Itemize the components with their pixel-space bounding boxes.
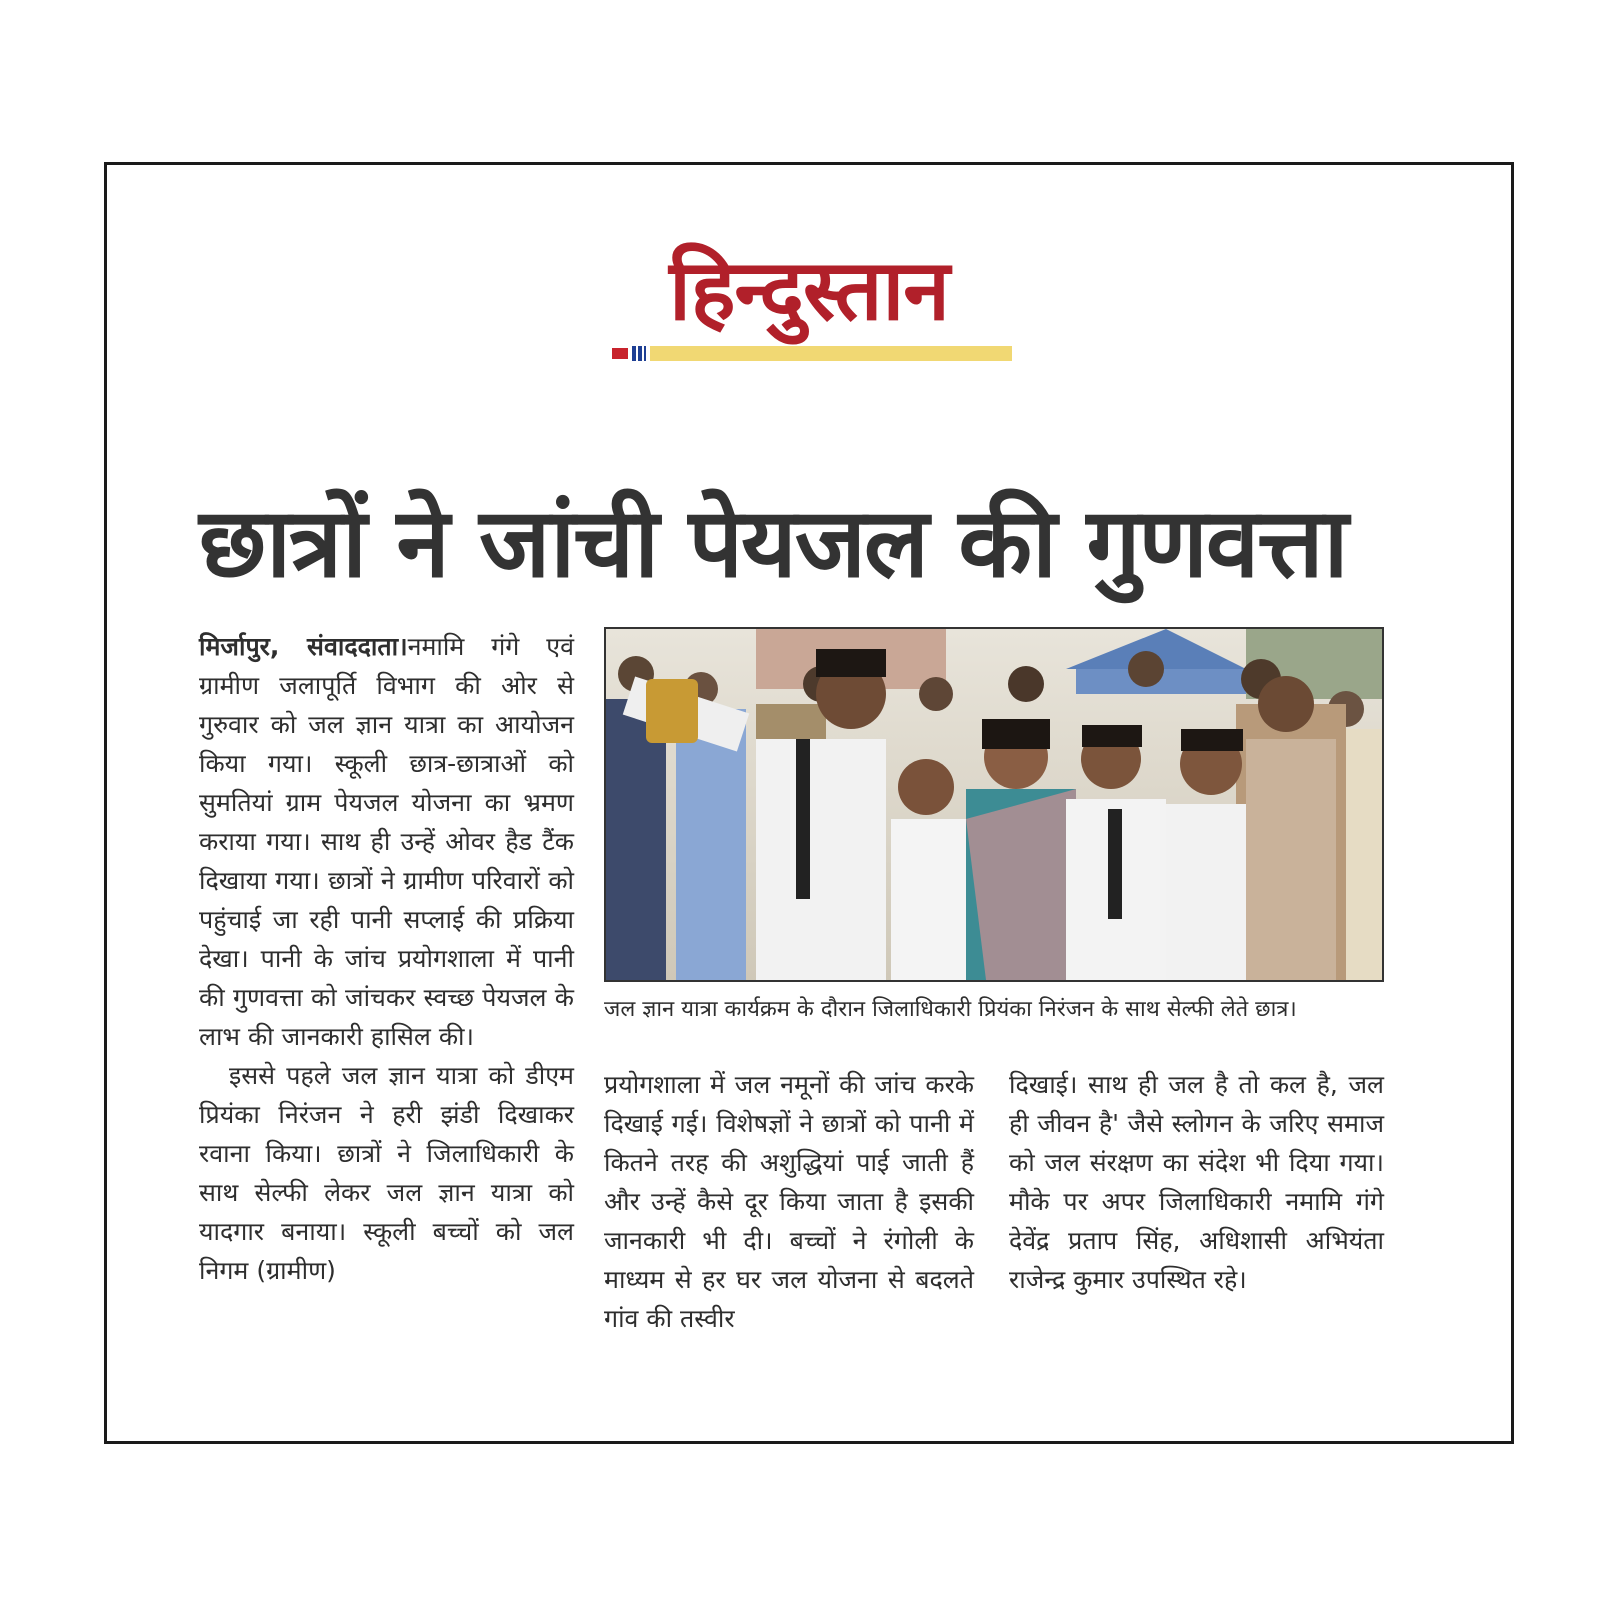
dateline: मिर्जापुर, संवाददाता। [199,632,408,661]
masthead-yellow-bar [650,346,1012,361]
masthead-color-bar [612,346,1012,361]
article-paragraph-2: इससे पहले जल ज्ञान यात्रा को डीएम प्रियंका निरंजन ने हरी झंडी दिखाकर रवाना किया। छात्रों ने जिलाधिकारी के साथ सेल्फी लेकर जल ज्ञान यात्रा को यादगार बनाया। स्कूली बच्चों को जल निगम (ग्रामीण) [199,1061,574,1285]
article-column-1 [199,627,574,1290]
article-text-3: दिखाई। साथ ही जल है तो कल है, जल ही जीवन है' जैसे स्लोगन के जरिए समाज को जल संरक्षण का संदेश भी दिया गया। मौके पर अपर जिलाधिकारी नमामि गंगे देवेंद्र प्रताप सिंह, अधिशासी अभियंता राजेन्द्र कुमार उपस्थित रहे। [1009,1070,1384,1294]
article-text-1: नमामि गंगे एवं ग्रामीण जलापूर्ति विभाग की ओर से गुरुवार को जल ज्ञान यात्रा का आयोजन किया गया। स्कूली छात्र-छात्राओं को सुमतियां ग्राम पेयजल योजना का भ्रमण कराया गया। साथ ही उन्हें ओवर हैड टैंक दिखाया गया। छात्रों ने ग्रामीण परिवारों को पहुंचाई जा रही पानी सप्लाई की प्रक्रिया देखा। पानी के जांच प्रयोगशाला में पानी की गुणवत्ता को जांचकर स्वच्छ पेयजल के लाभ की जानकारी हासिल की। [199,632,575,1051]
masthead-title: हिन्दुस्तान [669,240,949,339]
photo-illustration [606,629,1382,980]
newspaper-clipping [104,162,1514,1444]
news-photo [604,627,1384,982]
photo-caption: जल ज्ञान यात्रा कार्यक्रम के दौरान जिलाधिकारी प्रियंका निरंजन के साथ सेल्फी लेते छात्र। [604,997,1297,1022]
masthead-red-block [612,348,628,359]
masthead-blue-stripes [632,346,646,361]
article-paragraph-1 [199,627,574,1056]
article-text-2: प्रयोगशाला में जल नमूनों की जांच करके दिखाई गई। विशेषज्ञों ने छात्रों को पानी में कितने तरह की अशुद्धियां पाई जाती हैं और उन्हें कैसे दूर किया जाता है इसकी जानकारी भी दी। बच्चों ने रंगोली के माध्यम से हर घर जल योजना से बदलते गांव की तस्वीर [604,1070,974,1333]
article-column-2 [604,1065,974,1338]
masthead [604,240,1014,365]
article-column-3 [1009,1065,1384,1299]
headline: छात्रों ने जांची पेयजल की गुणवत्ता [199,487,1347,599]
